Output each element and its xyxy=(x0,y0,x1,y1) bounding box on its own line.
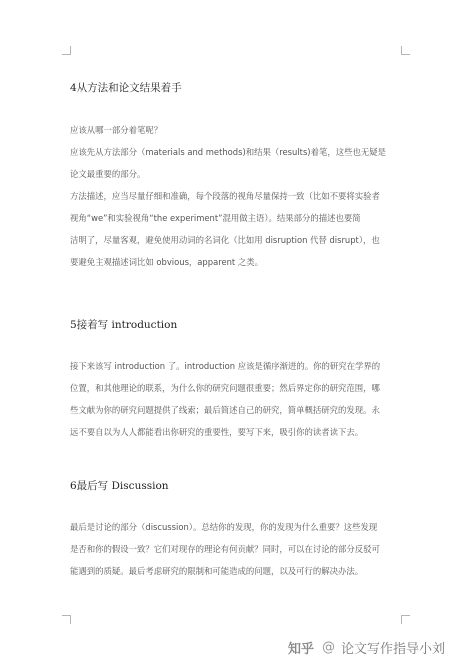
section-4-body xyxy=(70,119,406,273)
section-4-line: 方法描述，应当尽量仔细和准确，每个段落的视角尽量保持一致（比如不要将实验者 xyxy=(70,191,380,201)
section-4-line: 论文最重要的部分。 xyxy=(70,169,146,179)
section-4-line: 应该先从方法部分（materials and methods)和结果（results)着笔，这些也无疑是 xyxy=(70,147,386,157)
section-5-line: 些文献为你的研究问题提供了线索；最后简述自己的研究，简单概括研究的发现。永 xyxy=(70,405,380,415)
section-4-line: 要避免主观描述词比如 obvious，apparent 之类。 xyxy=(70,257,263,267)
zhihu-watermark xyxy=(288,638,445,657)
section-5-body xyxy=(70,355,406,443)
section-6-heading: 6最后写 Discussion xyxy=(70,480,169,492)
at-sign: @ xyxy=(322,640,336,655)
zhihu-logo: 知乎 xyxy=(288,642,315,657)
section-6-line: 最后是讨论的部分（discussion）。总结你的发现，你的发现为什么重要？这些发现 xyxy=(70,522,378,532)
crop-mark-top-right xyxy=(401,46,410,55)
section-4-line: 洁明了，尽量客观，避免使用动词的名词化（比如用 disruption 代替 disrupt），也 xyxy=(70,235,380,245)
section-5-line: 位置，和其他理论的联系，为什么你的研究问题很重要；然后界定你的研究范围，哪 xyxy=(70,383,380,393)
section-5-heading: 5接着写 introduction xyxy=(70,319,178,331)
section-6-body xyxy=(70,516,406,582)
crop-mark-bottom-left xyxy=(62,615,71,624)
section-6-line: 能遇到的质疑。最后考虑研究的限制和可能造成的问题，以及可行的解决办法。 xyxy=(70,566,364,576)
crop-mark-top-left xyxy=(62,46,71,55)
crop-mark-bottom-right xyxy=(401,615,410,624)
section-5-line: 远不要自以为人人都能看出你研究的重要性，要写下来，吸引你的读者读下去。 xyxy=(70,427,364,437)
section-5-line: 接下来该写 introduction 了。introduction 应该是循序渐进的。你的研究在学界的 xyxy=(70,361,381,371)
section-6-line: 是否和你的假设一致？它们对现存的理论有何贡献？同时，可以在讨论的部分反驳可 xyxy=(70,544,380,554)
section-4-line: 视角“we”和实验视角“the experiment”混用做主语）。结果部分的描述也要简 xyxy=(70,213,361,223)
section-4-heading: 4从方法和论文结果着手 xyxy=(70,82,182,94)
section-4-line: 应该从哪一部分着笔呢？ xyxy=(70,125,163,135)
author-name: 论文写作指导小刘 xyxy=(341,642,446,657)
